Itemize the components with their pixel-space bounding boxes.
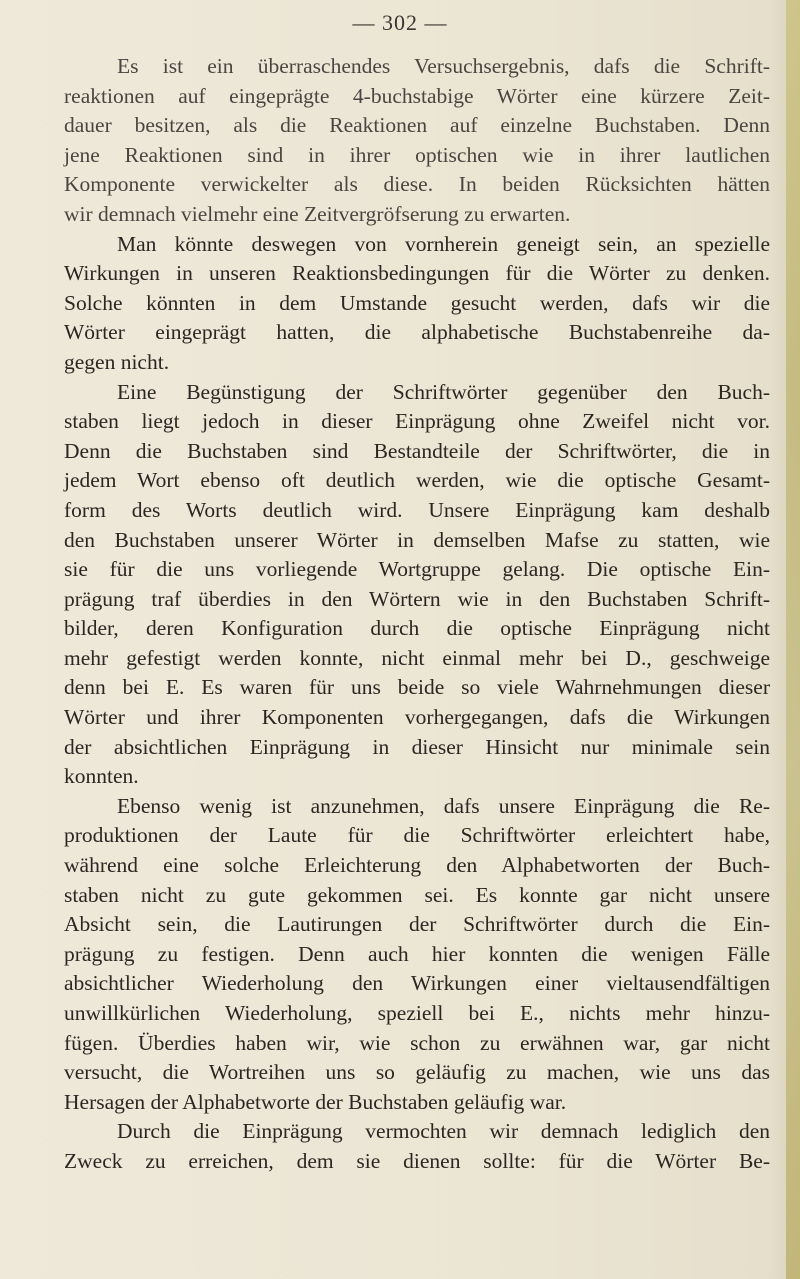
text-line: Durch die Einprägung vermochten wir demnach lediglich den xyxy=(117,1119,770,1144)
text-line: Wörter eingeprägt hatten, die alphabetische Buchstabenreihe da- xyxy=(64,320,770,345)
text-line: prägung zu festigen. Denn auch hier konnten die wenigen Fälle xyxy=(64,941,770,966)
page-edge-binding xyxy=(786,0,800,1279)
body-text xyxy=(64,52,770,1177)
text-line: absichtlicher Wiederholung den Wirkungen einer vieltausendfältigen xyxy=(64,971,770,996)
text-line: Denn die Buchstaben sind Bestandteile der Schriftwörter, die in xyxy=(64,438,770,463)
text-line: Eine Begünstigung der Schriftwörter gegenüber den Buch- xyxy=(117,379,770,404)
text-line: staben liegt jedoch in dieser Einprägung ohne Zweifel nicht vor. xyxy=(64,409,770,434)
text-line: den Buchstaben unserer Wörter in demselben Mafse zu statten, wie xyxy=(64,527,770,552)
text-line: gegen nicht. xyxy=(64,349,170,374)
text-line: Ebenso wenig ist anzunehmen, dafs unsere Einprägung die Re- xyxy=(117,793,770,818)
text-line: der absichtlichen Einprägung in dieser Hinsicht nur minimale sein xyxy=(64,734,770,759)
text-line: jene Reaktionen sind in ihrer optischen wie in ihrer lautlichen xyxy=(64,142,770,167)
text-line: Komponente verwickelter als diese. In beiden Rücksichten hätten xyxy=(64,172,770,197)
text-line: Solche könnten in dem Umstande gesucht werden, dafs wir die xyxy=(64,290,770,315)
text-line: Hersagen der Alphabetworte der Buchstaben geläufig war. xyxy=(64,1089,567,1114)
text-line: denn bei E. Es waren für uns beide so viele Wahrnehmungen dieser xyxy=(64,675,770,700)
page-number: — 302 — xyxy=(352,10,448,35)
text-line: unwillkürlichen Wiederholung, speziell bei E., nichts mehr hinzu- xyxy=(64,1001,770,1025)
text-line: während eine solche Erleichterung den Alphabetworten der Buch- xyxy=(64,853,770,878)
text-line: prägung traf überdies in den Wörtern wie in den Buchstaben Schrift- xyxy=(64,586,770,611)
text-line: Zweck zu erreichen, dem sie dienen sollte: für die Wörter Be- xyxy=(64,1148,770,1173)
text-line: reaktionen auf eingeprägte 4-buchstabige Wörter eine kürzere Zeit- xyxy=(64,83,770,108)
text-line: Wirkungen in unseren Reaktionsbedingungen für die Wörter zu denken. xyxy=(64,261,770,286)
text-line: versucht, die Wortreihen uns so geläufig zu machen, wie uns das xyxy=(64,1060,770,1085)
text-line: Absicht sein, die Lautirungen der Schriftwörter durch die Ein- xyxy=(64,912,770,937)
text-line: konnten. xyxy=(64,764,139,789)
text-line: form des Worts deutlich wird. Unsere Einprägung kam deshalb xyxy=(64,497,770,522)
text-line: produktionen der Laute für die Schriftwörter erleichtert habe, xyxy=(64,823,770,848)
text-line: Es ist ein überraschendes Versuchsergebnis, dafs die Schrift- xyxy=(117,54,770,78)
text-line: fügen. Überdies haben wir, wie schon zu erwähnen war, gar nicht xyxy=(64,1030,770,1055)
text-line: dauer besitzen, als die Reaktionen auf einzelne Buchstaben. Denn xyxy=(64,113,770,138)
text-line: Man könnte deswegen von vornherein geneigt sein, an spezielle xyxy=(117,231,770,256)
text-line: bilder, deren Konfiguration durch die optische Einprägung nicht xyxy=(64,616,770,641)
text-line: Wörter und ihrer Komponenten vorhergegangen, dafs die Wirkungen xyxy=(64,705,770,730)
text-line: jedem Wort ebenso oft deutlich werden, wie die optische Gesamt- xyxy=(64,468,770,493)
text-line: mehr gefestigt werden konnte, nicht einmal mehr bei D., geschweige xyxy=(64,645,770,670)
text-line: staben nicht zu gute gekommen sei. Es konnte gar nicht unsere xyxy=(64,882,770,907)
text-line: sie für die uns vorliegende Wortgruppe gelang. Die optische Ein- xyxy=(64,557,770,582)
text-line: wir demnach vielmehr eine Zeitvergröfserung zu erwarten. xyxy=(64,201,571,226)
